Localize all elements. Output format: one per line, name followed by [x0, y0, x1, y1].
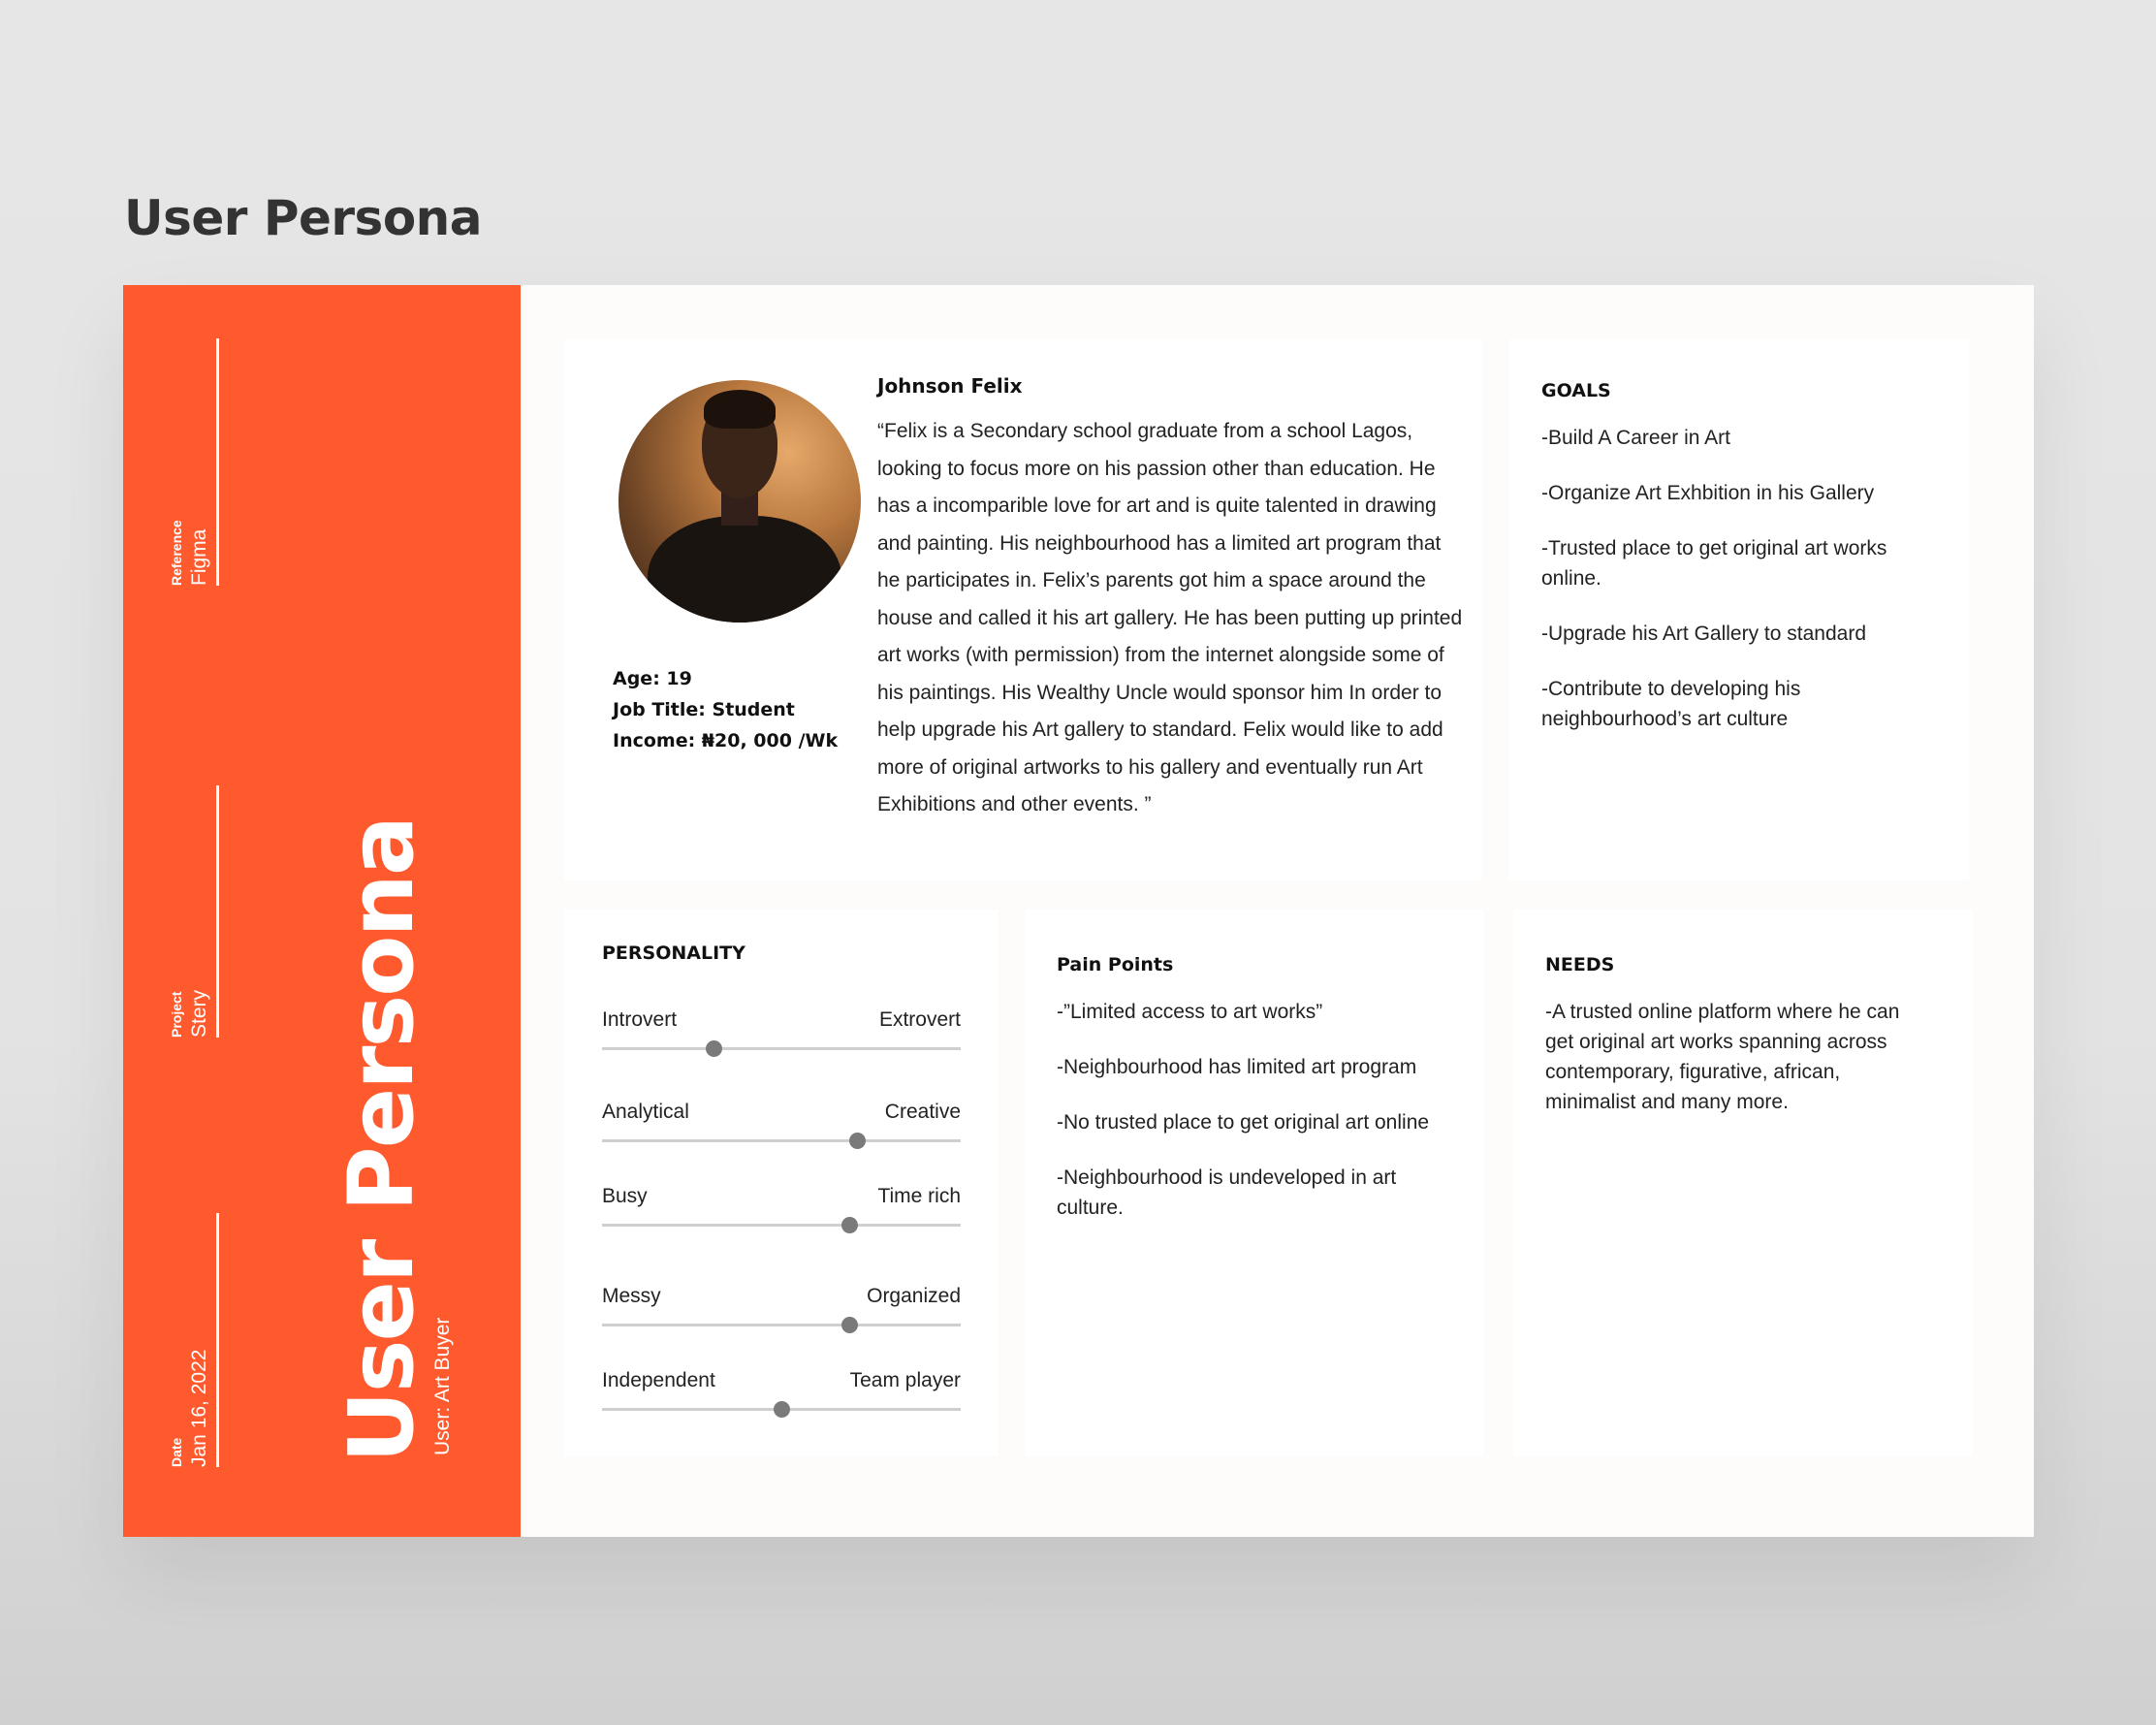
pain-points-list — [1057, 997, 1464, 1248]
trait-left-label: Messy — [602, 1285, 661, 1307]
trait-slider[interactable] — [602, 1367, 961, 1425]
needs-list — [1545, 997, 1933, 1142]
slider-knob[interactable] — [706, 1040, 722, 1057]
goals-card — [1509, 339, 1969, 880]
trait-right-label: Organized — [867, 1285, 961, 1307]
slider-track[interactable] — [602, 1224, 961, 1227]
persona-frame — [123, 285, 2034, 1537]
trait-right-label: Extrovert — [878, 1008, 961, 1031]
slider-track[interactable] — [602, 1324, 961, 1326]
slider-track[interactable] — [602, 1139, 961, 1142]
needs-card — [1513, 910, 1973, 1456]
reference-label: Reference — [169, 520, 184, 586]
trait-left-label: Analytical — [602, 1101, 689, 1123]
persona-bio: “Felix is a Secondary school graduate from a school Lagos, looking to focus more on his passion other than education. He has a incomparible love for art and is quite talented in drawing and painting. His neighbourhood has a limited art program that he participates in. Felix’s parents got him a space around the house and called it his art gallery. He has been putting up printed art works (with permission) from the internet alongside some of his paintings. His Wealthy Uncle would sponsor him In order to help upgrade his Art gallery to standard. Felix would like to add more of original artworks to his gallery and eventually run Art Exhibitions and other events. ” — [877, 420, 1463, 815]
date-value: Jan 16, 2022 — [188, 1349, 210, 1467]
trait-slider[interactable] — [602, 1283, 961, 1341]
trait-slider[interactable] — [602, 1006, 961, 1065]
sidebar-title: User Persona — [330, 817, 433, 1463]
project-value: Stery — [188, 989, 210, 1038]
slider-knob[interactable] — [841, 1317, 858, 1333]
list-item: -Trusted place to get original art works online. — [1541, 537, 1887, 590]
list-item: -Upgrade his Art Gallery to standard — [1541, 623, 1866, 645]
list-item: -No trusted place to get original art online — [1057, 1111, 1430, 1134]
job-title-text: Job Title: Student — [613, 699, 795, 720]
profile-stats — [613, 663, 838, 756]
pain-points-heading: Pain Points — [1057, 954, 1174, 975]
date-meta — [167, 1176, 244, 1467]
age-text: Age: 19 — [613, 668, 692, 689]
date-label: Date — [169, 1437, 184, 1467]
persona-name: Johnson Felix — [877, 374, 1023, 398]
goals-list — [1541, 423, 1949, 759]
goals-heading: GOALS — [1541, 380, 1611, 401]
person-photo-icon — [618, 380, 861, 623]
trait-right-label: Time rich — [877, 1185, 961, 1207]
trait-left-label: Independent — [602, 1369, 715, 1391]
page-heading: User Persona — [124, 190, 482, 246]
needs-heading: NEEDS — [1545, 954, 1615, 975]
slider-knob[interactable] — [849, 1133, 866, 1149]
trait-slider[interactable] — [602, 1183, 961, 1241]
trait-slider[interactable] — [602, 1099, 961, 1157]
list-item: -Neighbourhood has limited art program — [1057, 1056, 1417, 1078]
pain-points-card — [1025, 910, 1484, 1456]
sidebar-subtitle: User: Art Buyer — [431, 1317, 454, 1455]
income-text: Income: ₦20, 000 /Wk — [613, 730, 839, 751]
project-label: Project — [169, 991, 184, 1038]
trait-left-label: Introvert — [602, 1008, 678, 1031]
trait-right-label: Creative — [884, 1101, 961, 1123]
reference-meta — [167, 295, 244, 586]
list-item: -Neighbourhood is undeveloped in art culture. — [1057, 1166, 1397, 1219]
list-item: -Organize Art Exhbition in his Gallery — [1541, 482, 1875, 504]
personality-card — [564, 910, 998, 1456]
slider-knob[interactable] — [841, 1217, 858, 1233]
sidebar — [123, 285, 521, 1537]
personality-heading: PERSONALITY — [602, 942, 745, 964]
list-item: -Contribute to developing his neighbourhood’s art culture — [1541, 678, 1801, 730]
list-item: -”Limited access to art works” — [1057, 1001, 1323, 1023]
trait-left-label: Busy — [602, 1185, 648, 1207]
trait-right-label: Team player — [849, 1369, 961, 1391]
list-item: -Build A Career in Art — [1541, 427, 1730, 449]
reference-value: Figma — [188, 528, 210, 586]
project-meta — [167, 747, 244, 1038]
profile-card — [564, 339, 1482, 880]
slider-track[interactable] — [602, 1047, 961, 1050]
slider-knob[interactable] — [774, 1401, 790, 1418]
list-item: -A trusted online platform where he can get original art works spanning across contemporary, figurative, african, minimalist and many more. — [1545, 1001, 1900, 1113]
